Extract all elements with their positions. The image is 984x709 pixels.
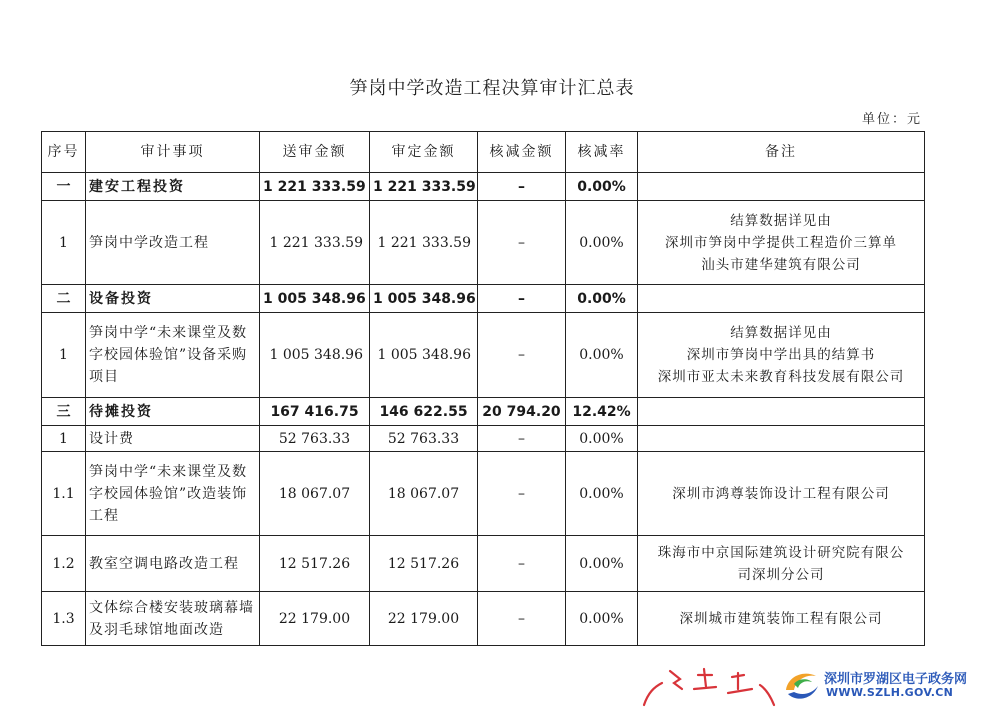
header-submitted: 送审金额 (260, 132, 370, 173)
cell-no: 二 (42, 285, 86, 313)
cell-approved: 22 179.00 (370, 592, 478, 646)
cell-submitted: 18 067.07 (260, 452, 370, 536)
cell-rate: 12.42% (566, 398, 638, 426)
red-seal-stamp (640, 665, 780, 709)
cell-remark (638, 426, 925, 452)
cell-approved: 18 067.07 (370, 452, 478, 536)
cell-rate: 0.00% (566, 285, 638, 313)
cell-approved: 1 221 333.59 (370, 173, 478, 201)
cell-reduction: – (478, 285, 566, 313)
remark-line: 司深圳分公司 (737, 566, 825, 583)
table-row (42, 452, 925, 536)
cell-item: 笋岗中学“未来课堂及数字校园体验馆”设备采购项目 (86, 313, 260, 398)
cell-rate: 0.00% (566, 201, 638, 285)
cell-remark (638, 285, 925, 313)
cell-no: 一 (42, 173, 86, 201)
swirl-logo-icon (782, 666, 820, 704)
header-reduction: 核减金额 (478, 132, 566, 173)
remark-line: 深圳市笋岗中学提供工程造价三算单 (665, 234, 897, 251)
cell-approved: 1 005 348.96 (370, 285, 478, 313)
cell-no: 1.2 (42, 536, 86, 592)
remark-line: 结算数据详见由 (730, 325, 832, 341)
cell-item: 设计费 (86, 426, 260, 452)
cell-submitted: 1 221 333.59 (260, 201, 370, 285)
cell-item: 待摊投资 (86, 398, 260, 426)
cell-item: 教室空调电路改造工程 (86, 536, 260, 592)
site-watermark (782, 664, 982, 706)
table-row-section (42, 173, 925, 201)
cell-rate: 0.00% (566, 536, 638, 592)
cell-remark (638, 398, 925, 426)
header-item: 审计事项 (86, 132, 260, 173)
cell-submitted: 22 179.00 (260, 592, 370, 646)
cell-submitted: 167 416.75 (260, 398, 370, 426)
cell-submitted: 52 763.33 (260, 426, 370, 452)
document-title: 笋岗中学改造工程决算审计汇总表 (349, 78, 635, 99)
cell-reduction: – (478, 452, 566, 536)
unit-label: 单位：元 (861, 112, 922, 127)
cell-no: 1 (42, 201, 86, 285)
remark-line: 结算数据详见由 (730, 212, 832, 229)
table-row (42, 313, 925, 398)
table-row (42, 536, 925, 592)
cell-remark (638, 536, 925, 592)
cell-item: 建安工程投资 (86, 173, 260, 201)
header-approved: 审定金额 (370, 132, 478, 173)
table-row (42, 201, 925, 285)
cell-no: 1 (42, 426, 86, 452)
cell-approved: 12 517.26 (370, 536, 478, 592)
header-no: 序号 (42, 132, 86, 173)
cell-no: 1.3 (42, 592, 86, 646)
site-url: WWW.SZLH.GOV.CN (826, 686, 954, 699)
cell-approved: 1 005 348.96 (370, 313, 478, 398)
remark-line: 深圳市亚太未来教育科技发展有限公司 (657, 369, 905, 385)
cell-remark (638, 313, 925, 398)
cell-submitted: 1 221 333.59 (260, 173, 370, 201)
cell-remark (638, 201, 925, 285)
table-header-row (42, 132, 925, 173)
cell-approved: 146 622.55 (370, 398, 478, 426)
cell-no: 1.1 (42, 452, 86, 536)
audit-summary-table (41, 131, 925, 646)
cell-item: 设备投资 (86, 285, 260, 313)
cell-rate: 0.00% (566, 426, 638, 452)
cell-approved: 52 763.33 (370, 426, 478, 452)
remark-line: 汕头市建华建筑有限公司 (701, 256, 861, 273)
site-name: 深圳市罗湖区电子政务网 (824, 672, 968, 687)
header-remark: 备注 (638, 132, 925, 173)
cell-rate: 0.00% (566, 452, 638, 536)
table-row-section (42, 398, 925, 426)
cell-rate: 0.00% (566, 592, 638, 646)
cell-remark (638, 173, 925, 201)
cell-no: 1 (42, 313, 86, 398)
seal-mark (640, 665, 780, 709)
cell-rate: 0.00% (566, 313, 638, 398)
table-row (42, 426, 925, 452)
cell-rate: 0.00% (566, 173, 638, 201)
cell-remark: 深圳市鸿尊装饰设计工程有限公司 (638, 452, 925, 536)
cell-remark: 深圳城市建筑装饰工程有限公司 (638, 592, 925, 646)
cell-reduction: – (478, 173, 566, 201)
cell-reduction: – (478, 313, 566, 398)
remark-line: 珠海市中京国际建筑设计研究院有限公 (657, 544, 905, 561)
cell-approved: 1 221 333.59 (370, 201, 478, 285)
cell-submitted: 1 005 348.96 (260, 313, 370, 398)
header-rate: 核减率 (566, 132, 638, 173)
cell-submitted: 12 517.26 (260, 536, 370, 592)
cell-item: 笋岗中学改造工程 (86, 201, 260, 285)
cell-reduction: – (478, 426, 566, 452)
table-row-section (42, 285, 925, 313)
cell-item: 文体综合楼安装玻璃幕墙及羽毛球馆地面改造 (86, 592, 260, 646)
cell-reduction: – (478, 592, 566, 646)
remark-line: 深圳市笋岗中学出具的结算书 (686, 347, 876, 363)
cell-reduction: – (478, 536, 566, 592)
table-row (42, 592, 925, 646)
cell-reduction: – (478, 201, 566, 285)
cell-reduction: 20 794.20 (478, 398, 566, 426)
cell-submitted: 1 005 348.96 (260, 285, 370, 313)
cell-no: 三 (42, 398, 86, 426)
cell-item: 笋岗中学“未来课堂及数字校园体验馆”改造装饰工程 (86, 452, 260, 536)
